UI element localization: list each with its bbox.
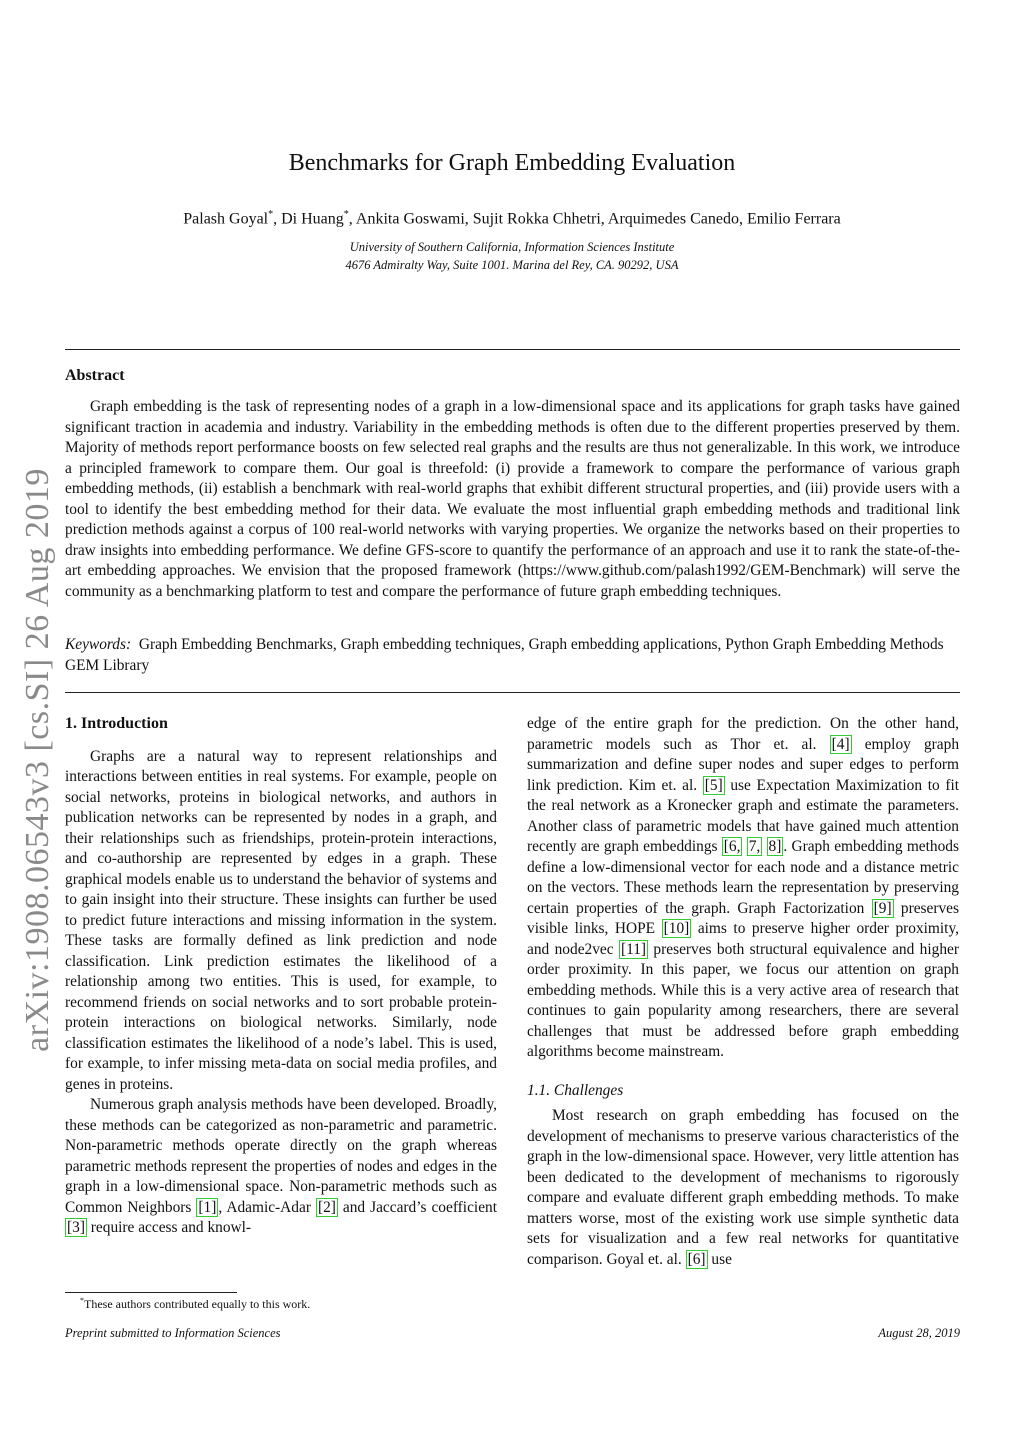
author-name: Di Huang <box>281 210 344 228</box>
citation-link[interactable]: [11] <box>620 940 647 958</box>
footnote-text: These authors contributed equally to this work. <box>84 1297 311 1311</box>
text-run: Most research on graph embedding has focused on the development of mechanisms to preserve various characteristics of the graph in the low-dimensional space. However, very little attention has been dedicated to the development of mechanisms to rigorously compare and evaluate different graph embedding methods. To make matters worse, most of the existing work use simple synthetic data sets for visualization and a few real networks for quantitative comparison. Goyal et. al. <box>527 1107 959 1268</box>
author-mark: * <box>268 209 274 220</box>
author-name: Sujit Rokka Chhetri <box>472 210 601 228</box>
author-mark: * <box>343 209 349 220</box>
text-run: , Adamic-Adar <box>218 1198 316 1216</box>
text-run: edge of the entire graph for the prediction. On the other hand, parametric models such as Thor et. al. <box>527 715 959 753</box>
citation-link[interactable]: [4] <box>831 735 850 753</box>
challenges-heading: 1.1. Challenges <box>527 1081 624 1099</box>
citation-link[interactable]: [6, <box>723 838 741 855</box>
citation-link[interactable]: [1] <box>198 1198 217 1216</box>
keywords <box>65 635 960 676</box>
top-rule <box>65 349 960 350</box>
author-name: Palash Goyal <box>183 210 269 228</box>
intro-paragraph-1: Graphs are a natural way to represent relationships and interactions between entities in real systems. For example, people on social networks, proteins in biological networks, and authors in publication networks can be represented by nodes in a graph, and their relationships such as friendships, protein-protein interactions, and co-authorship are represented by edges in a graph. These graphical models enable us to understand the behavior of systems and to gain insight into their structure. These insights can further be used to predict future interactions and missing information in the system. These tasks are formally defined as link prediction and node classification. Link prediction estimates the likelihood of a relationship among two entities. This is used, for example, to recommend friends on social networks and to sort probable protein-protein interactions on biological networks. Similarly, node classification estimates the likelihood of a node’s label. This is used, for example, to infer missing meta-data on social media profiles, and genes in proteins. <box>65 747 497 1093</box>
text-run: Numerous graph analysis methods have been developed. Broadly, these methods can be categorized as non-parametric and parametric. Non-parametric methods operate directly on the graph whereas parametric methods represent the properties of nodes and edges in the graph in a low-dimensional space. Non-parametric methods such as Common Neighbors <box>65 1096 497 1216</box>
left-column <box>65 714 497 1239</box>
arxiv-identifier: arXiv:1908.06543v3 [cs.SI] 26 Aug 2019 <box>19 468 56 1052</box>
right-column <box>527 714 959 1270</box>
affiliation-institution: University of Southern California, Information Sciences Institute <box>349 240 675 254</box>
bottom-rule <box>65 692 960 693</box>
challenges-paragraph-1 <box>527 1106 959 1270</box>
citation-link[interactable]: [2] <box>317 1198 336 1216</box>
author-name: Arquimedes Canedo <box>607 210 739 228</box>
citation-link[interactable]: [9] <box>873 899 892 917</box>
keywords-label: Keywords: <box>65 636 132 653</box>
citation-link[interactable]: [3] <box>67 1219 85 1236</box>
author-name: Emilio Ferrara <box>746 210 841 228</box>
keywords-text: Graph Embedding Benchmarks, Graph embedding techniques, Graph embedding applications, Python Graph Embedding Methods GEM Library <box>65 636 944 674</box>
arxiv-sidebar-stamp <box>18 460 58 1060</box>
citation-link[interactable]: [6] <box>687 1250 706 1268</box>
text-run: . Graph embedding methods define a low-dimensional vector for each node and a distance metric on the vectors. These methods learn the representation by preserving certain properties of the graph. Graph Factorization <box>527 838 959 917</box>
text-run: aims to preserve higher order proximity, and node2vec <box>527 920 959 958</box>
text-run: and Jaccard’s coefficient <box>337 1198 497 1216</box>
text-run: require access and knowl- <box>86 1219 252 1236</box>
abstract-text: Graph embedding is the task of representing nodes of a graph in a low-dimensional space and its applications for graph tasks have gained significant traction in academia and industry. Variability in the embedding methods is often due to the different properties preserved by them. Majority of methods report performance boosts on few selected real graphs and the results are thus not generalizable. In this work, we introduce a principled framework to compare them. Our goal is threefold: (i) provide a framework to compare the performance of various graph embedding methods, (ii) establish a benchmark with real-world graphs that exhibit different structural properties, and (iii) provide users with a tool to identify the best embedding method for their data. We evaluate the most influential graph embedding methods and traditional link prediction methods against a corpus of 100 real-world networks with varying properties. We organize the networks based on their properties to draw insights into embedding performance. We define GFS-score to quantify the performance of an approach and use it to rank the state-of-the-art embedding approaches. We envision that the proposed framework (https://www.github.com/palash1992/GEM-Benchmark) will serve the community as a benchmarking platform to test and compare the performance of future graph embedding techniques. <box>65 398 960 600</box>
intro-paragraph-3 <box>527 714 959 1063</box>
text-run: preserves visible links, HOPE <box>527 899 959 937</box>
citation-link[interactable]: 8] <box>768 838 782 855</box>
text-run: use <box>707 1250 732 1268</box>
intro-heading: 1. Introduction <box>65 715 168 732</box>
text-run: use Expectation Maximization to fit the real network as a Kronecker graph and estimate the parameters. Another class of parametric models that have gained much attention recently are graph embeddings <box>527 776 959 855</box>
text-run: preserves both structural equivalence and higher order proximity. In this paper, we focus our attention on graph embedding methods. While this is a very active area of research that continues to gain popularity among researchers, there are several challenges that must be addressed before graph embedding algorithms become mainstream. <box>527 940 959 1060</box>
text-run: employ graph summarization and define super nodes and super edges to perform link prediction. Kim et. al. <box>527 735 960 794</box>
footer-date: August 28, 2019 <box>878 1326 960 1340</box>
footnote-mark: * <box>80 1296 84 1305</box>
intro-paragraph-2 <box>65 1095 497 1239</box>
citation-link[interactable]: 7, <box>748 838 761 855</box>
author-name: Ankita Goswami <box>355 210 465 228</box>
author-list: Palash Goyal*, Di Huang*, Ankita Goswami, Sujit Rokka Chhetri, Arquimedes Canedo, Emilio Ferrara <box>183 209 841 228</box>
paper-title: Benchmarks for Graph Embedding Evaluation <box>288 150 736 176</box>
footnote-rule <box>65 1292 237 1293</box>
citation-link[interactable]: [10] <box>663 920 690 937</box>
footnote <box>80 1296 310 1312</box>
abstract-heading: Abstract <box>65 367 125 384</box>
citation-link[interactable]: [5] <box>704 776 723 794</box>
footer-preprint-note: Preprint submitted to Information Sciences <box>65 1326 281 1340</box>
affiliation-address: 4676 Admiralty Way, Suite 1001. Marina del Rey, CA. 90292, USA <box>345 258 679 272</box>
